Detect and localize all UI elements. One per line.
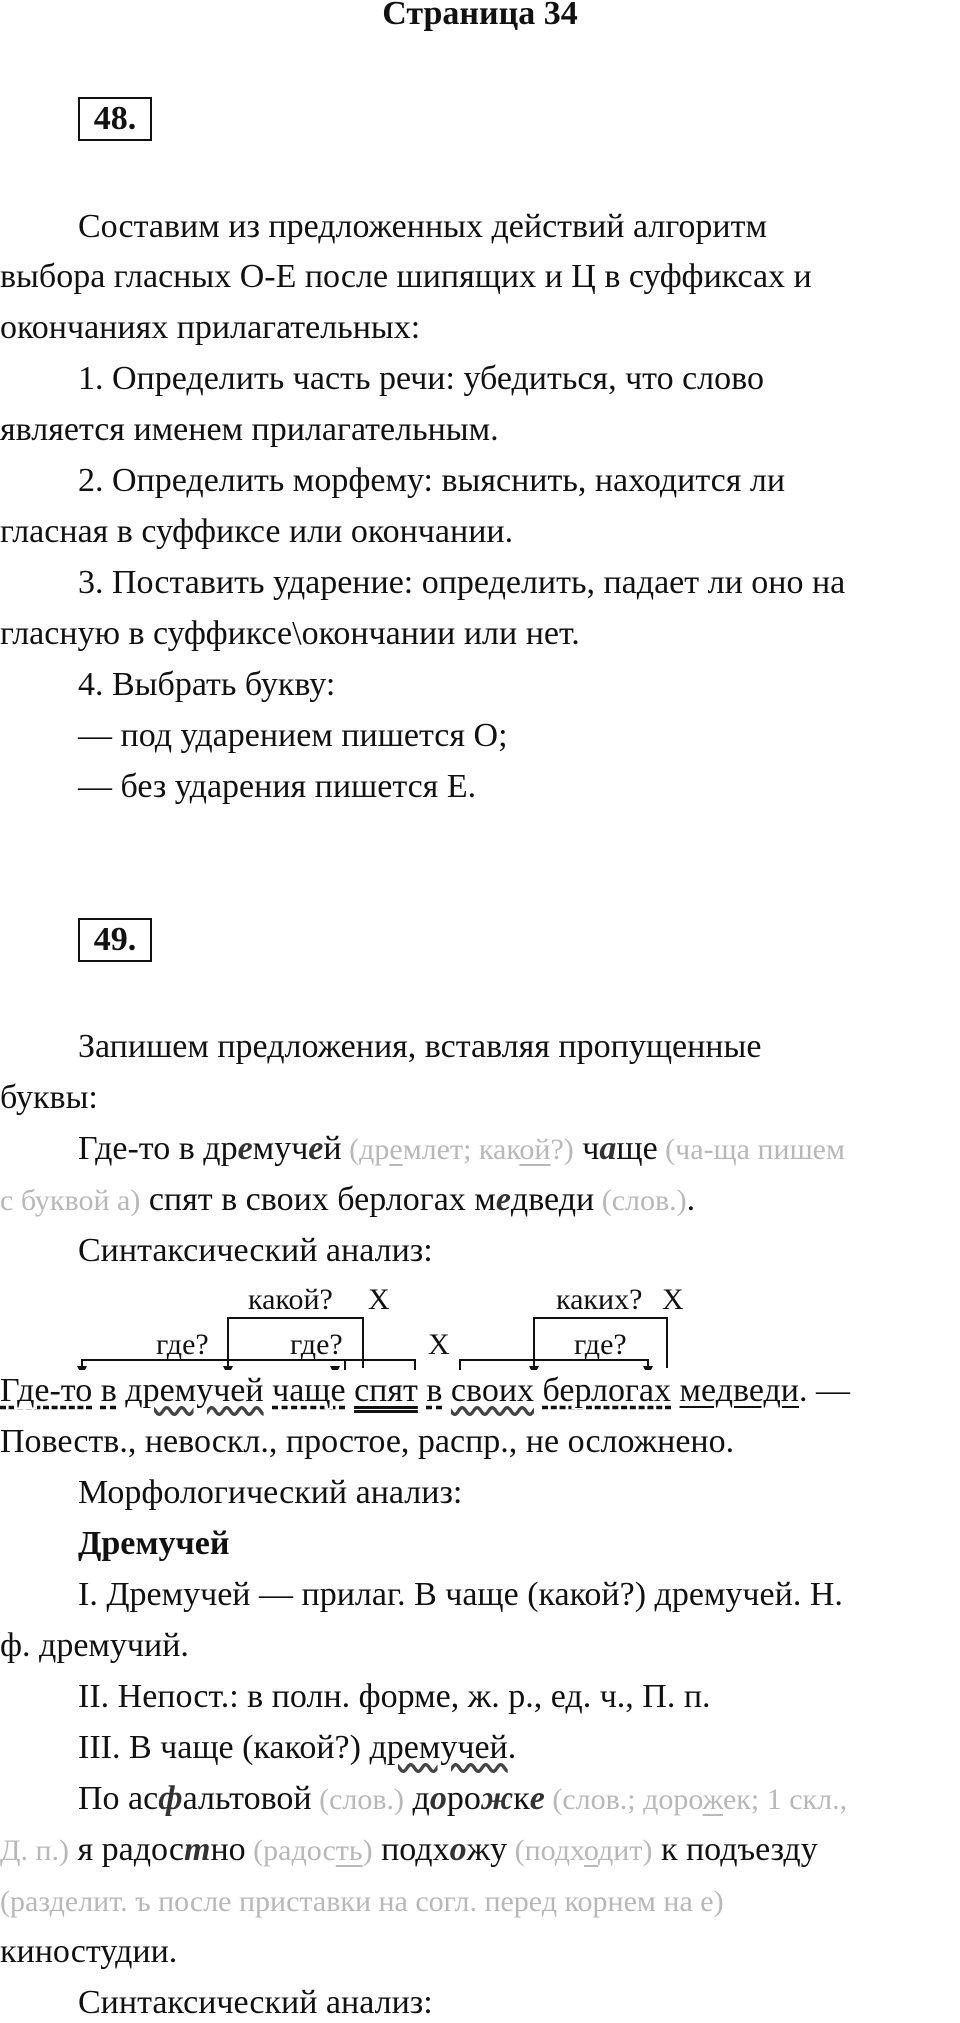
word-svoikh: своих [450, 1372, 535, 1409]
ex48-intro-3: окончаниях прилагательных: [0, 309, 421, 346]
question-gde-1: где? [156, 1328, 209, 1361]
sentence-tail: . — [798, 1372, 850, 1409]
hint: (слов.; доро [544, 1783, 703, 1816]
hint: ек; 1 скл., [722, 1783, 848, 1816]
inserted-letter: е [529, 1780, 545, 1817]
text-fragment: Где-то в др [78, 1130, 238, 1167]
hint: ?) [550, 1133, 574, 1166]
ex48-intro-2: выбора гласных О-Е после шипящих и Ц в суффиксах и [0, 258, 812, 295]
text-fragment: й [323, 1130, 342, 1167]
text-fragment: жу [466, 1831, 508, 1868]
morph-3 [78, 1728, 516, 1768]
word-spyat: спят [354, 1372, 418, 1409]
ex48-step1-b: является именем прилагательным. [0, 411, 499, 448]
ex48-step1-a: 1. Определить часть речи: убедиться, что слово [78, 360, 764, 397]
word-dremuchey: дремучей [125, 1372, 264, 1409]
exercise-48-number: 48. [78, 97, 152, 141]
hint: (др [341, 1133, 390, 1166]
exercise-49-number: 49. [78, 918, 152, 962]
morph-label: Морфологический анализ: [78, 1474, 463, 1511]
text-fragment: По ас [78, 1780, 159, 1817]
syntax-label-2: Синтаксический анализ: [78, 1984, 433, 2021]
question-kakoy: какой? [248, 1283, 333, 1316]
ex49-sentence1-line2 [0, 1180, 695, 1221]
inserted-letter: е [237, 1130, 253, 1167]
morph-2: II. Непост.: в полн. форме, ж. р., ед. ч., П. п. [78, 1678, 711, 1715]
text-fragment: подх [372, 1831, 450, 1868]
text-fragment: III. В чаще (какой?) [78, 1729, 370, 1766]
inserted-letter: ф [158, 1780, 183, 1817]
ex48-step3-a: 3. Поставить ударение: определить, падает ли оно на [78, 564, 846, 601]
text-fragment: альтовой [182, 1780, 312, 1817]
text-fragment: д [404, 1780, 430, 1817]
ex48-step3-b: гласную в суффиксе\окончании или нет. [0, 615, 580, 652]
ex49-sentence1-line1 [78, 1129, 845, 1170]
hint: ть [335, 1834, 363, 1867]
text-fragment: спят в своих берлогах м [140, 1181, 496, 1218]
ex48-rule-e: — без ударения пишется Е. [78, 768, 477, 805]
word-berlogakh: берлогах [542, 1372, 672, 1409]
morph-word: Дремучей [78, 1525, 230, 1562]
text-fragment: дведи [510, 1181, 595, 1218]
ex48-rule-o: — под ударением пишется О; [78, 717, 508, 754]
ex48-step2-b: гласная в суффиксе или окончании. [0, 513, 514, 550]
text-fragment: дремучей [369, 1729, 508, 1766]
text-fragment: муч [252, 1130, 309, 1167]
hint: Д. п.) [0, 1834, 70, 1867]
hint: (радос [245, 1834, 336, 1867]
ex49-sentence2-line3 [0, 1881, 724, 1922]
sentence-parsed [0, 1371, 850, 1411]
word-v-1: в [100, 1372, 117, 1409]
inserted-letter: е [495, 1181, 511, 1218]
mark-x-3: X [428, 1328, 450, 1361]
word-v-2: в [426, 1372, 443, 1409]
text-fragment: к подъезду [652, 1831, 818, 1868]
hint: млет; как [402, 1133, 520, 1166]
hint: ой [519, 1133, 551, 1166]
question-gde-2: где? [290, 1328, 343, 1361]
hint: (слов.) [311, 1783, 405, 1816]
hint: ) [362, 1834, 373, 1867]
question-gde-3: где? [574, 1328, 627, 1361]
text-fragment: . [686, 1181, 696, 1218]
ex49-sentence2-line4: киностудии. [0, 1933, 178, 1970]
text-fragment: ч [573, 1130, 600, 1167]
hint: ж [702, 1783, 723, 1816]
ex49-sentence2-line1 [78, 1779, 847, 1820]
syntax-label: Синтаксический анализ: [78, 1232, 433, 1269]
ex49-intro-2: буквы: [0, 1079, 98, 1116]
inserted-letter: е [308, 1130, 324, 1167]
text-fragment: . [507, 1729, 517, 1766]
hint: (ча-ща пишем [657, 1133, 845, 1166]
mark-x-1: X [368, 1283, 390, 1316]
inserted-letter: а [599, 1130, 617, 1167]
inserted-letter: т [183, 1831, 211, 1868]
word-chashche: чаще [272, 1372, 346, 1409]
morph-1b: ф. дремучий. [0, 1627, 189, 1664]
inserted-letter: о [429, 1780, 447, 1817]
hint: (слов.) [594, 1184, 687, 1217]
hint: дит) [598, 1834, 653, 1867]
text-fragment: к [513, 1780, 530, 1817]
syntax-diagram-lines [0, 1280, 960, 1370]
ex48-step2-a: 2. Определить морфему: выяснить, находится ли [78, 462, 786, 499]
page-title: Страница 34 [382, 0, 578, 32]
ex49-intro-1: Запишем предложения, вставляя пропущенные [78, 1028, 762, 1065]
hint: (разделит. ъ после приставки на согл. перед корнем на е) [0, 1885, 724, 1918]
inserted-letter: ж [480, 1780, 514, 1817]
text-fragment: но [210, 1831, 246, 1868]
syntax-result: Повеств., невоскл., простое, распр., не осложнено. [0, 1423, 735, 1460]
text-fragment: ро [446, 1780, 481, 1817]
hint: о [583, 1834, 599, 1867]
inserted-letter: о [449, 1831, 467, 1868]
word-gde-to: Где-то [0, 1372, 93, 1409]
hint: (подх [507, 1834, 584, 1867]
ex48-step4: 4. Выбрать букву: [78, 666, 336, 703]
text-fragment: я радос [69, 1831, 184, 1868]
text-fragment: ще [616, 1130, 658, 1167]
question-kakih: каких? [556, 1283, 643, 1316]
word-medvedi: медведи [679, 1372, 799, 1409]
ex48-intro-1: Составим из предложенных действий алгоритм [78, 208, 767, 245]
ex49-sentence2-line2 [0, 1830, 818, 1871]
hint: е [389, 1133, 403, 1166]
mark-x-2: X [662, 1283, 684, 1316]
morph-1a: I. Дремучей — прилаг. В чаще (какой?) дремучей. Н. [78, 1576, 843, 1613]
hint: с буквой а) [0, 1184, 141, 1217]
